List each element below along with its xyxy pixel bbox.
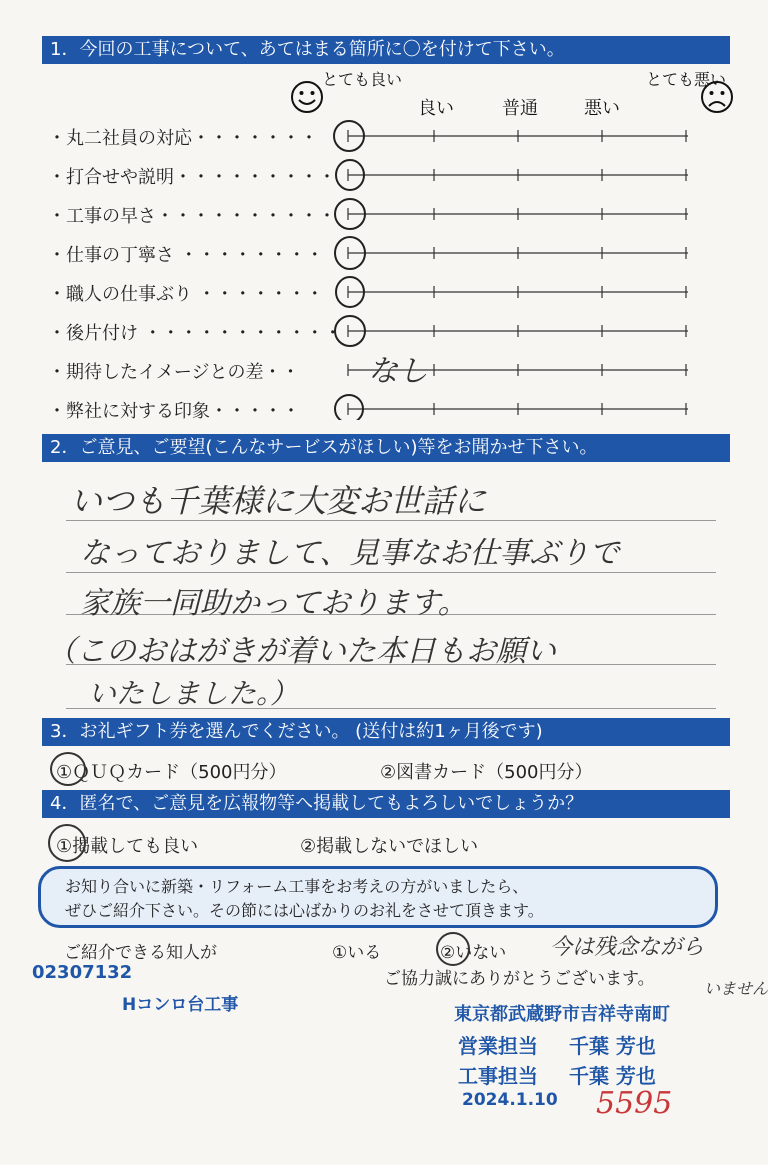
work-rep: [458, 1060, 656, 1089]
comment-line-1: いつも千葉様に大変お世話に: [70, 482, 487, 520]
info-line-2: ぜひご紹介下さい。その節には心ばかりのお礼をさせて頂きます。: [65, 901, 544, 920]
comment-line-2: なっておりまして、見事なお仕事ぶりで: [80, 536, 620, 571]
stamp-number: 5595: [596, 1086, 673, 1121]
rating-item-cleanup: ・後片付け ・・・・・・・・・・・: [48, 323, 342, 344]
company-address: 東京都武蔵野市吉祥寺南町: [454, 1004, 670, 1025]
selection-circle: [50, 752, 86, 786]
gift-option-book: ②図書カード（500円分）: [380, 762, 593, 783]
comment-line-4: （このおはがきが着いた本日もお願い: [46, 634, 556, 669]
smile-face-icon: [290, 80, 324, 114]
gift-option-quq: ①ＱＵＱカード（500円分）: [56, 762, 287, 783]
thanks-message: ご協力誠にありがとうございます。: [384, 969, 655, 989]
referral-option-no: ②いない: [440, 943, 507, 963]
publish-option-ok: ①掲載しても良い: [56, 836, 199, 857]
sales-name: 千葉 芳也: [568, 1034, 656, 1058]
section2-header: 2．ご意見、ご要望(こんなサービスがほしい)等をお聞かせ下さい。: [42, 434, 730, 462]
section1-header: 1．今回の工事について、あてはまる箇所に〇を付けて下さい。: [42, 36, 730, 64]
referral-option-yes: ①いる: [332, 943, 382, 963]
sales-label: 営業担当: [458, 1034, 538, 1058]
margin-strip: [0, 200, 14, 960]
referral-info-box: [38, 866, 718, 928]
rating-item-staff: ・丸二社員の対応・・・・・・・: [48, 128, 318, 149]
sales-rep: [458, 1030, 656, 1059]
scale-very-bad: とても悪い: [646, 70, 727, 89]
comment-line-5: いたしました。）: [88, 677, 299, 710]
publish-option-ng: ②掲載しないでほしい: [300, 836, 479, 857]
info-line-1: お知り合いに新築・リフォーム工事をお考えの方がいましたら、: [65, 877, 529, 896]
date: 2024.1.10: [462, 1090, 558, 1110]
rating-item-speed: ・工事の早さ・・・・・・・・・・: [48, 206, 336, 227]
section4-header: 4．匿名で、ご意見を広報物等へ掲載してもよろしいでしょうか？: [42, 790, 730, 818]
selection-circle: [436, 932, 470, 966]
scale-good: 良い: [418, 98, 454, 119]
selection-circle: [48, 824, 86, 862]
scale-bad: 悪い: [584, 98, 620, 119]
rating-item-craftsman: ・職人の仕事ぶり ・・・・・・・: [48, 284, 324, 305]
work-name: 千葉 芳也: [568, 1064, 656, 1088]
referral-label: ご紹介できる知人が: [64, 943, 217, 963]
scale-normal: 普通: [502, 98, 538, 119]
customer-code: 02307132: [32, 962, 133, 983]
handwritten-referral-note-2: いません: [704, 979, 768, 998]
work-label: 工事担当: [458, 1064, 538, 1088]
section3-header: 3．お礼ギフト券を選んでください。 (送付は約1ヶ月後です): [42, 718, 730, 746]
rating-item-care: ・仕事の丁寧さ ・・・・・・・・: [48, 245, 324, 266]
handwritten-none-note: なし: [368, 354, 428, 389]
rating-item-impression: ・弊社に対する印象・・・・・: [48, 401, 300, 422]
comment-line-3: 家族一同助かっております。: [80, 586, 468, 621]
rating-item-meeting: ・打合せや説明・・・・・・・・・: [48, 167, 336, 188]
rating-item-expectation: ・期待したイメージとの差・・: [48, 362, 300, 383]
job-name: Hコンロ台工事: [122, 995, 239, 1015]
scale-very-good: とても良い: [322, 70, 403, 89]
handwritten-referral-note: 今は残念ながら: [550, 935, 705, 960]
writing-line: [66, 572, 716, 573]
